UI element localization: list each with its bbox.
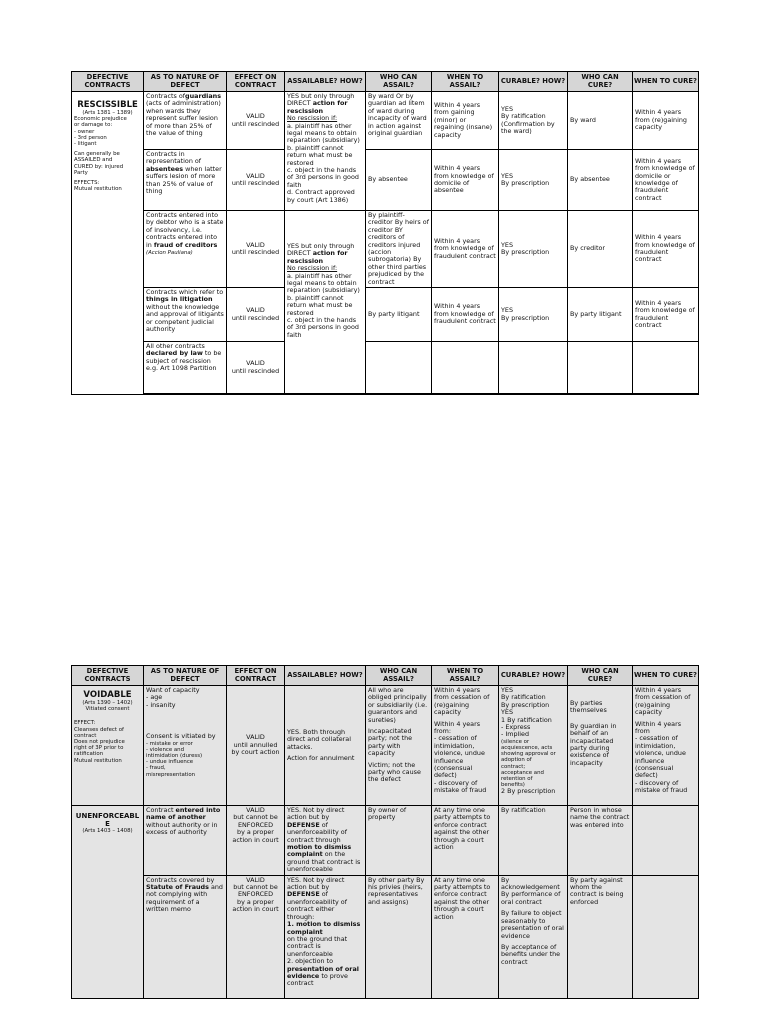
nature-litigation: Contracts which refer to things in litigation without the knowledge and approval of litigants or competent judicial authority [144,288,227,342]
nature-declared-by-law: All other contracts declared by law to be subject of rescission e.g. Art 1098 Partition [144,342,227,394]
when-cure-litigant: Within 4 years from knowledge of fraudulent contract [633,288,699,342]
header-who-cure: WHO CAN CURE? [568,72,633,92]
voidable-who-cure: By parties themselves By guardian in behalf of an incapacitated party during existence of incapacity [568,686,633,806]
unenforceable-who-cure-2: By party against whom the contract is being enforced [568,875,633,998]
who-assail-litigant: By party litigant [366,288,432,342]
who-assail-creditor: By plaintiff-creditor By heirs of creditor BY creditors of creditors injured (accion subrogatoria) By other third parties prejudiced by the contract [366,211,432,288]
voidable-unenforceable-table [71,665,699,999]
header-effect: EFFECT ON CONTRACT [227,666,285,686]
effect-valid-rescinded: VALID until rescinded [227,342,285,394]
header-assailable: ASSAILABLE? HOW? [285,72,366,92]
empty-cell [568,342,633,394]
header-row [72,666,699,686]
when-assail-absentee: Within 4 years from knowledge of domicile of absentee [432,150,499,211]
voidable-who-assail: All who are obliged principally or subsidiarily (i.e. guarantors and sureties) Incapacitated party; not the party with capacity Victim; not the party who cause the defect [366,686,432,806]
assailable-how-bottom: YES but only through DIRECT action for rescission No rescission if: a. plaintiff has other legal means to obtain reparation (subsidiary) b. plaintiff cannot return what must be restored c. object in the hands of 3rd persons in good faith [285,211,366,394]
unenforceable-nature-statute: Contracts covered by Statute of Frauds and not complying with requirement of a written memo [144,875,227,998]
header-who-assail: WHO CAN ASSAIL? [366,72,432,92]
effect-valid-rescinded: VALID until rescinded [227,288,285,342]
unenforceable-who-cure-1: Person in whose name the contract was entered into [568,806,633,876]
voidable-effect: VALID until annulled by court action [227,686,285,806]
unenforceable-when-1: At any time one party attempts to enforce contract against the other through a court action [432,806,499,876]
curable-creditor: YES By prescription [499,211,568,288]
header-row [72,72,699,92]
voidable-assailable-how: YES. Both through direct and collateral attacks. Action for annulment [285,686,366,806]
header-nature: AS TO NATURE OF DEFECT [144,72,227,92]
header-effect: EFFECT ON CONTRACT [227,72,285,92]
header-who-assail: WHO CAN ASSAIL? [366,666,432,686]
unenforceable-who-2: By other party By his privies (heirs, representatives and assigns) [366,875,432,998]
when-cure-creditor: Within 4 years from knowledge of fraudulent contract [633,211,699,288]
header-assailable: ASSAILABLE? HOW? [285,666,366,686]
voidable-when-assail: Within 4 years from cessation of (re)gaining capacity Within 4 years from: - cessation of intimidation, violence, undue influence (consensual defect) - discovery of mistake of fraud [432,686,499,806]
header-when-cure: WHEN TO CURE? [633,666,699,686]
unenforceable-when-2: At any time one party attempts to enforce contract against the other through a court action [432,875,499,998]
rescissible-label-cell: RESCISSIBLE (Arts 1381 – 1389) Economic prejudice or damage to: - owner - 3rd person - litigant Can generally be ASSAILED and CURED by: injured Party EFFECTS: Mutual restitution [72,92,144,395]
assailable-how-top: YES but only through DIRECT action for rescission No rescission if: a. plaintiff has other legal means to obtain reparation (subsidiary) b. plaintiff cannot return what must be restored c. object in the hands of 3rd persons in good faith d. Contract approved by court (Art 1386) [285,92,366,211]
empty-cell [633,875,699,998]
who-cure-ward: By ward [568,92,633,150]
who-assail-absentee: By absentee [366,150,432,211]
voidable-nature: Want of capacity - age - insanity Consent is vitiated by - mistake or error - violence and intimidation (duress) - undue influence - fraud, misrepresentation [144,686,227,806]
header-curable: CURABLE? HOW? [499,72,568,92]
nature-absentees: Contracts in representation of absentees when latter suffers lesion of more than 25% of value of thing [144,150,227,211]
effect-valid-rescinded: VALID until rescinded [227,92,285,150]
curable-absentee: YES By prescription [499,150,568,211]
curable-litigant: YES By prescription [499,288,568,342]
when-cure-ward: Within 4 years from (re)gaining capacity [633,92,699,150]
header-when-assail: WHEN TO ASSAIL? [432,666,499,686]
voidable-when-cure: Within 4 years from cessation of (re)gaining capacity Within 4 years from - cessation of intimidation, violence, undue influence (consensual defect) - discovery of mistake of fraud [633,686,699,806]
unenforceable-nature-agency: Contract entered into name of another without authority or in excess of authority [144,806,227,876]
unenforceable-effect: VALID but cannot be ENFORCED by a proper action in court [227,806,285,876]
when-cure-absentee: Within 4 years from knowledge of domicile or knowledge of fraudulent contract [633,150,699,211]
when-assail-creditor: Within 4 years from knowledge of fraudulent contract [432,211,499,288]
who-cure-absentee: By absentee [568,150,633,211]
when-assail-ward: Within 4 years from gaining (minor) or regaining (insane) capacity [432,92,499,150]
effect-valid-rescinded: VALID until rescinded [227,211,285,288]
voidable-label-cell: VOIDABLE (Arts 1390 – 1402) Vitiated consent EFFECT: Cleanses defect of contract Does not prejudice right of 3P prior to ratification Mutual restitution [72,686,144,806]
unenforceable-how-1: YES. Not by direct action but by DEFENSE of unenforceability of contract through motion to dismiss complaint on the ground that contract is unenforceable [285,806,366,876]
nature-creditors: Contracts entered into by debtor who is a state of insolvency, i.e. contracts entered into in fraud of creditors (Accion Pauliana) [144,211,227,288]
empty-cell [633,342,699,394]
header-nature: AS TO NATURE OF DEFECT [144,666,227,686]
unenforceable-label-cell: UNENFORCEABLE (Arts 1403 – 1408) [72,806,144,999]
who-cure-creditor: By creditor [568,211,633,288]
rescissible-table [71,71,699,395]
empty-cell [432,342,499,394]
when-assail-litigant: Within 4 years from knowledge of fraudulent contract [432,288,499,342]
curable-ward: YES By ratification (Confirmation by the ward) [499,92,568,150]
header-who-cure: WHO CAN CURE? [568,666,633,686]
who-assail-ward: By ward Or by guardian ad litem of ward during incapacity of ward in action against original guardian [366,92,432,150]
unenforceable-title: UNENFORCEABLE [75,812,140,828]
header-when-assail: WHEN TO ASSAIL? [432,72,499,92]
header-defective-contracts: DEFECTIVE CONTRACTS [72,666,144,686]
unenforceable-curable-1: By ratification [499,806,568,876]
unenforceable-curable-2: By acknowledgement By performance of oral contract By failure to object seasonably to presentation of oral evidence By acceptance of benefits under the contract [499,875,568,998]
voidable-curable: YES By ratification By prescription YES 1 By ratification - Express - Implied (silence or acquiescence, acts showing approval or adoption of contract; acceptance and retention of benefits) 2 By prescription [499,686,568,806]
empty-cell [499,342,568,394]
header-curable: CURABLE? HOW? [499,666,568,686]
nature-guardians: Contracts ofguardians (acts of administration) when wards they represent suffer lesion of more than 25% of the value of thing [144,92,227,150]
voidable-title: VOIDABLE [83,690,132,700]
effect-valid-rescinded: VALID until rescinded [227,150,285,211]
header-when-cure: WHEN TO CURE? [633,72,699,92]
who-cure-litigant: By party litigant [568,288,633,342]
rescissible-title: RESCISSIBLE [77,100,138,110]
unenforceable-who-1: By owner of property [366,806,432,876]
unenforceable-effect: VALID but cannot be ENFORCED by a proper action in court [227,875,285,998]
header-defective-contracts: DEFECTIVE CONTRACTS [72,72,144,92]
empty-cell [633,806,699,876]
unenforceable-how-2: YES. Not by direct action but by DEFENSE of unenforceability of contract either through: 1. motion to dismiss complaint on the ground that contract is unenforceable 2. objection to presentation of oral evidence to prove contract [285,875,366,998]
empty-cell [366,342,432,394]
